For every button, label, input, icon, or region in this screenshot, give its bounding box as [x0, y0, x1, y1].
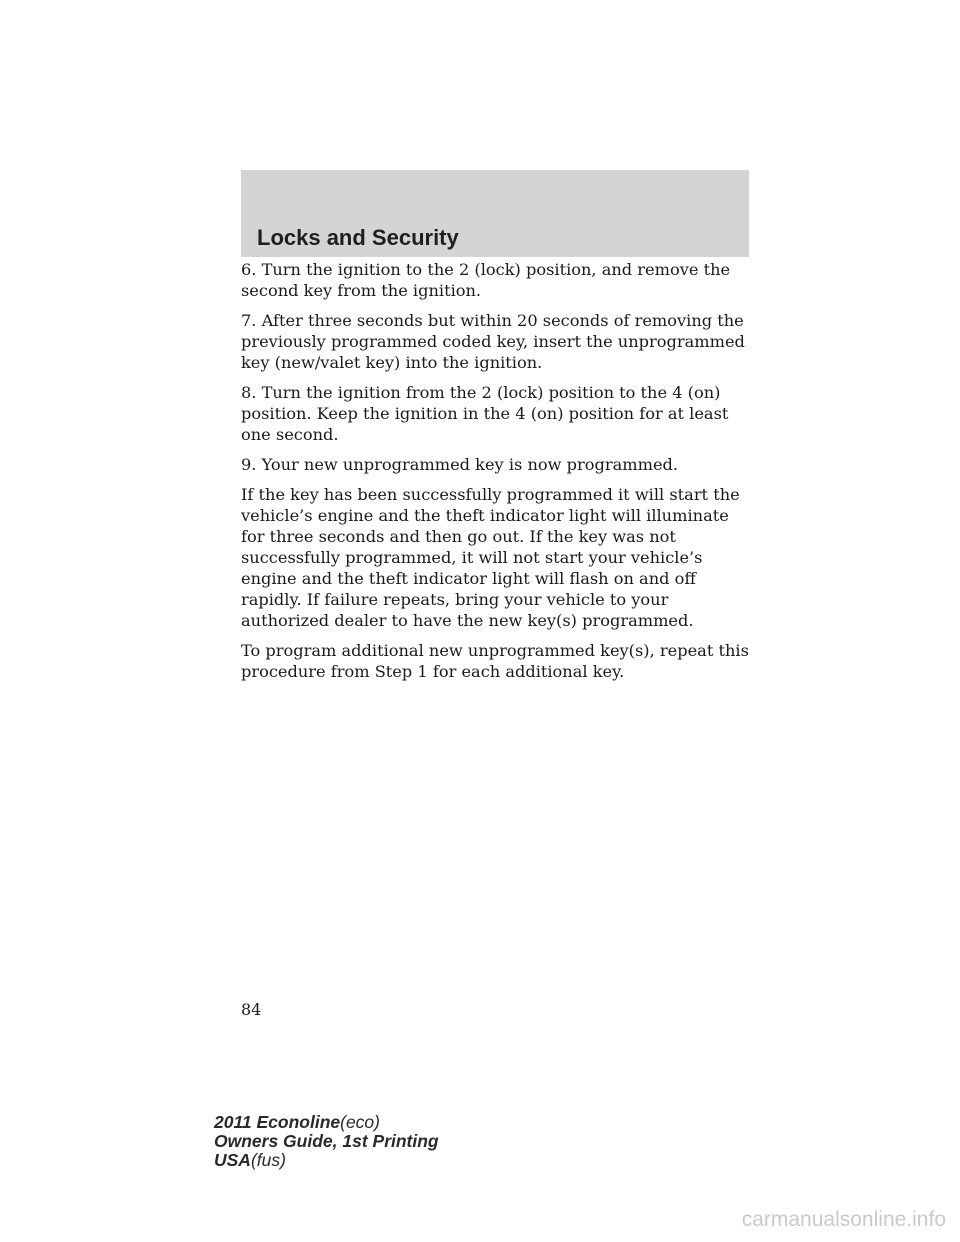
page-number: 84: [241, 1000, 262, 1019]
paragraph-additional-keys: To program additional new unprogrammed key(s), repeat this procedure from Step 1 for each additional key.: [241, 641, 749, 681]
body-text: [241, 259, 749, 691]
paragraph-step-8: 8. Turn the ignition from the 2 (lock) position to the 4 (on) position. Keep the ignition in the 4 (on) position for at least one second.: [241, 383, 729, 444]
footer-model: 2011 Econoline: [214, 1112, 341, 1132]
paragraph-step-6: 6. Turn the ignition to the 2 (lock) position, and remove the second key from the ignition.: [241, 260, 731, 300]
print-footer: [214, 1113, 439, 1170]
footer-line-guide: [214, 1132, 439, 1151]
footer-region-code: (fus): [250, 1150, 286, 1170]
paragraph-result: If the key has been successfully programmed it will start the vehicle’s engine and the theft indicator light will illuminate for three seconds and then go out. If the key was not successfully programmed, it will not start your vehicle’s engine and the theft indicator light will flash on and off rapidly. If failure repeats, bring your vehicle to your authorized dealer to have the new key(s) programmed.: [241, 485, 740, 630]
footer-guide: Owners Guide, 1st Printing: [214, 1131, 439, 1151]
section-header: [241, 170, 749, 257]
footer-line-region: [214, 1151, 439, 1170]
footer-model-code: (eco): [340, 1112, 380, 1132]
footer-region: USA: [214, 1150, 251, 1170]
paragraph-step-7: 7. After three seconds but within 20 seconds of removing the previously programmed coded key, insert the unprogrammed key (new/valet key) into the ignition.: [241, 311, 745, 372]
section-title: Locks and Security: [257, 225, 459, 250]
footer-line-model: [214, 1113, 439, 1132]
paragraph-step-9: 9. Your new unprogrammed key is now programmed.: [241, 455, 679, 474]
site-watermark: carmanualsonline.info: [741, 1208, 946, 1231]
